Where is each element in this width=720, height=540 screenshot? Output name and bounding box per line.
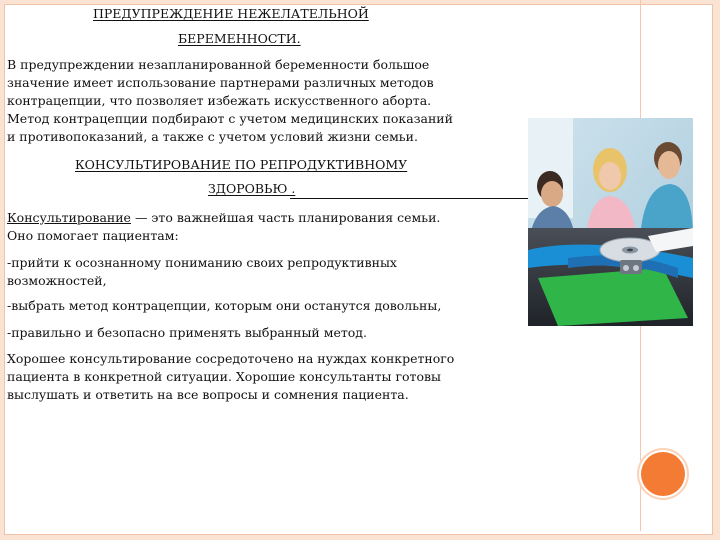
closing-line: выслушать и ответить на все вопросы и сомнения пациента. [7,387,409,402]
closing-line: Хорошее консультирование сосредоточено на нуждах конкретного [7,351,455,366]
bullet-item: -прийти к осознанному пониманию своих репродуктивных [7,255,397,270]
definition-text: — это важнейшая часть планирования семьи. [130,210,441,225]
helps-line: Оно помогает пациентам: [7,228,179,243]
bullet-item-continuation: возможностей, [7,273,107,288]
bullet-item: -правильно и безопасно применять выбранный метод. [7,325,367,340]
slide-title-line-2: БЕРЕМЕННОСТИ. [178,31,301,46]
bullet-item: -выбрать метод контрацепции, которым они останутся довольны, [7,298,442,313]
slide-title-line-1: ПРЕДУПРЕЖДЕНИЕ НЕЖЕЛАТЕЛЬНОЙ [93,6,369,21]
consultation-photo-illustration [528,118,693,326]
section-heading-line-2: ЗДОРОВЬЮ . [208,181,296,196]
intro-line: Метод контрацепции подбирают с учетом медицинских показаний [7,111,453,126]
intro-line: В предупреждении незапланированной беременности большое [7,57,430,72]
definition-term: Консультирование [7,210,131,225]
closing-line: пациента в конкретной ситуации. Хорошие консультанты готовы [7,369,441,384]
section-heading-line-1: КОНСУЛЬТИРОВАНИЕ ПО РЕПРОДУКТИВНОМУ [75,157,408,172]
intro-line: значение имеет использование партнерами различных методов [7,75,434,90]
decorative-orange-circle [641,452,685,496]
intro-line: и противопоказаний, а также с учетом условий жизни семьи. [7,129,418,144]
definition-line [7,211,440,226]
consultation-photo [528,118,693,326]
heading-rule [290,198,528,199]
intro-line: контрацепции, что позволяет избежать искусственного аборта. [7,93,432,108]
